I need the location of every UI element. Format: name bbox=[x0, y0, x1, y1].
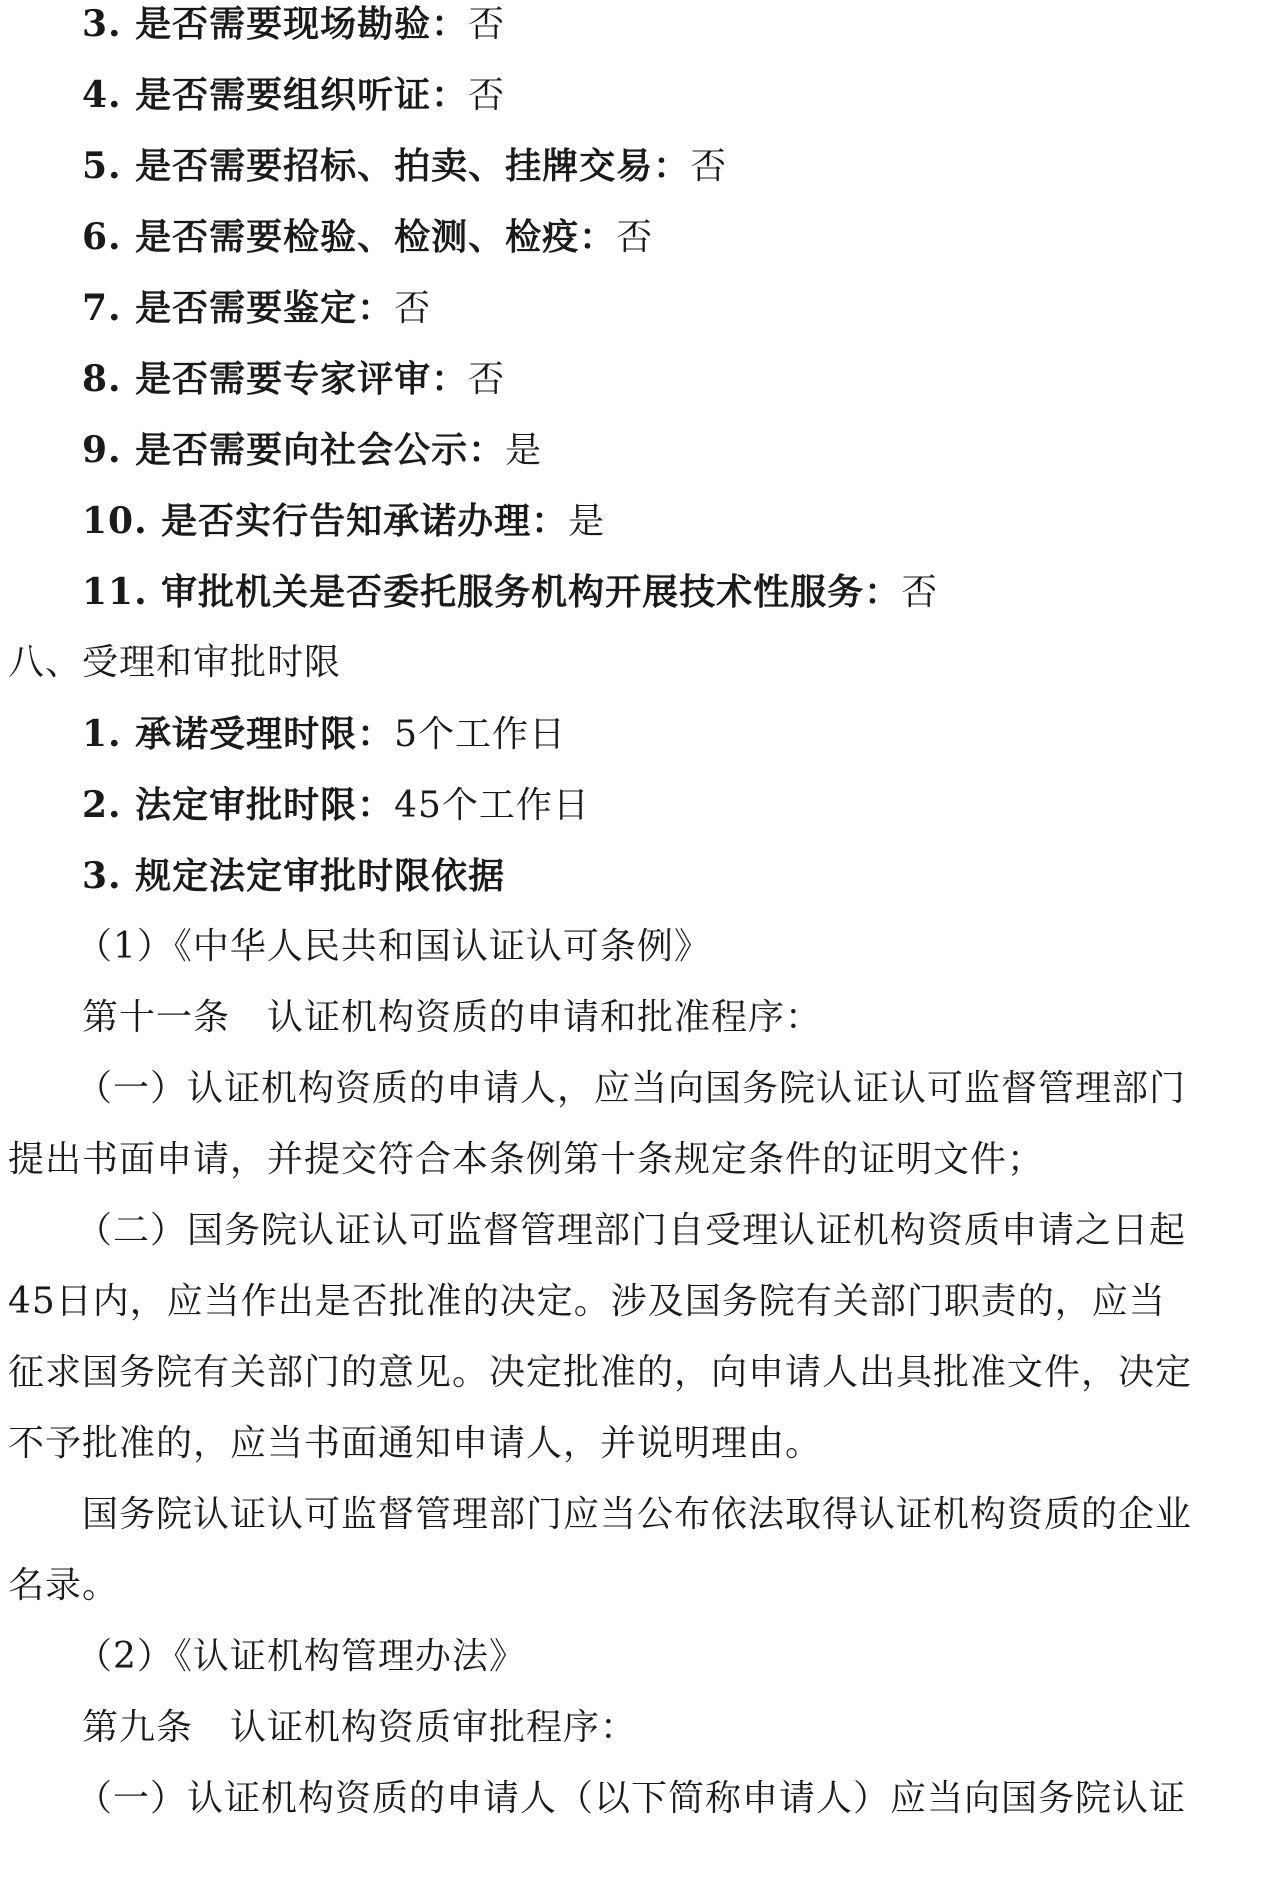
item-label: 2. 法定审批时限： bbox=[82, 784, 395, 826]
item-technical-service bbox=[82, 570, 938, 615]
item-label: 6. 是否需要检验、检测、检疫： bbox=[82, 216, 617, 258]
section-heading: 八、受理和审批时限 bbox=[8, 642, 342, 683]
item-public-notice bbox=[82, 428, 542, 473]
item-label: 4. 是否需要组织听证： bbox=[82, 74, 469, 116]
item-value: 否 bbox=[394, 288, 432, 329]
item-label: 8. 是否需要专家评审： bbox=[82, 358, 469, 400]
law-title: （1）《中华人民共和国认证认可条例》 bbox=[76, 926, 711, 967]
article-heading: 第十一条 认证机构资质的申请和批准程序： bbox=[82, 997, 823, 1038]
paragraph-line: 征求国务院有关部门的意见。决定批准的，向申请人出具批准文件，决定 bbox=[8, 1352, 1193, 1393]
item-appraisal bbox=[82, 286, 431, 331]
item-label: 5. 是否需要招标、拍卖、挂牌交易： bbox=[82, 145, 691, 187]
item-label: 3. 是否需要现场勘验： bbox=[82, 3, 469, 45]
item-label: 7. 是否需要鉴定： bbox=[82, 287, 395, 329]
item-value: 否 bbox=[468, 359, 506, 400]
paragraph-line: 不予批准的，应当书面通知申请人，并说明理由。 bbox=[8, 1423, 823, 1464]
item-value: 是 bbox=[568, 501, 606, 542]
item-acceptance-time bbox=[82, 712, 566, 757]
paragraph-line: （一）认证机构资质的申请人（以下简称申请人）应当向国务院认证 bbox=[76, 1778, 1187, 1819]
item-value: 45个工作日 bbox=[394, 785, 590, 826]
item-statutory-time bbox=[82, 783, 590, 828]
item-hearing bbox=[82, 73, 505, 118]
item-value: 5个工作日 bbox=[394, 714, 567, 755]
paragraph-line: （二）国务院认证认可监督管理部门自受理认证机构资质申请之日起 bbox=[76, 1210, 1187, 1251]
paragraph-line: 名录。 bbox=[8, 1565, 120, 1606]
item-label: 11. 审批机关是否委托服务机构开展技术性服务： bbox=[82, 571, 902, 613]
article-heading: 第九条 认证机构资质审批程序： bbox=[82, 1707, 638, 1748]
item-bidding bbox=[82, 144, 727, 189]
item-value: 是 bbox=[505, 430, 543, 471]
item-testing bbox=[82, 215, 653, 260]
item-label: 9. 是否需要向社会公示： bbox=[82, 429, 506, 471]
item-commitment bbox=[82, 499, 605, 544]
item-label: 10. 是否实行告知承诺办理： bbox=[82, 500, 569, 542]
item-onsite-inspection bbox=[82, 2, 505, 47]
item-value: 否 bbox=[690, 146, 728, 187]
item-expert-review bbox=[82, 357, 505, 402]
item-value: 否 bbox=[468, 4, 506, 45]
paragraph-line: 45日内，应当作出是否批准的决定。涉及国务院有关部门职责的，应当 bbox=[8, 1281, 1166, 1322]
item-value: 否 bbox=[616, 217, 654, 258]
item-label: 1. 承诺受理时限： bbox=[82, 713, 395, 755]
item-value: 否 bbox=[901, 572, 939, 613]
law-title: （2）《认证机构管理办法》 bbox=[76, 1636, 526, 1677]
basis-title: 3. 规定法定审批时限依据 bbox=[82, 855, 506, 897]
paragraph-line: （一）认证机构资质的申请人，应当向国务院认证认可监督管理部门 bbox=[76, 1068, 1187, 1109]
item-value: 否 bbox=[468, 75, 506, 116]
paragraph-line: 国务院认证认可监督管理部门应当公布依法取得认证机构资质的企业 bbox=[82, 1494, 1193, 1535]
paragraph-line: 提出书面申请，并提交符合本条例第十条规定条件的证明文件； bbox=[8, 1139, 1045, 1180]
